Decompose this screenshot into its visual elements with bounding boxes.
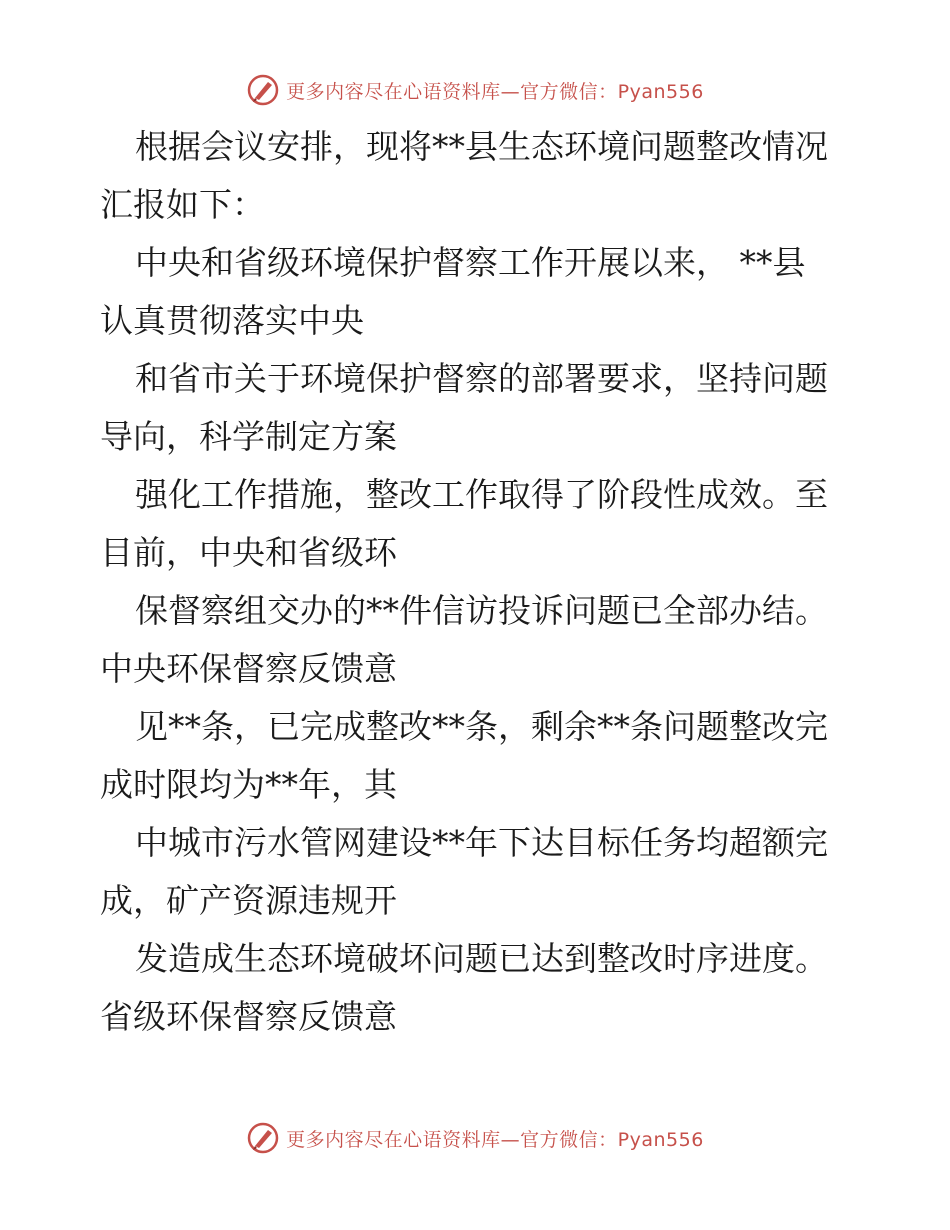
text-line: 发造成生态环境破坏问题已达到整改时序进度。 [135, 939, 828, 978]
quill-pen-logo-icon [246, 1121, 280, 1155]
text-line: 省级环保督察反馈意 [100, 997, 397, 1036]
text-line: 强化工作措施，整改工作取得了阶段性成效。至 [135, 475, 828, 514]
text-line: 根据会议安排，现将**县生态环境问题整改情况 [135, 127, 828, 166]
text-line: 中央环保督察反馈意 [100, 649, 397, 688]
watermark-banner-bottom [0, 1118, 950, 1158]
document-body [100, 118, 860, 1046]
text-line: 目前，中央和省级环 [100, 533, 397, 572]
text-line: 中央和省级环境保护督察工作开展以来， **县 [135, 243, 806, 282]
text-line: 成时限均为**年，其 [100, 765, 397, 804]
text-line: 认真贯彻落实中央 [100, 301, 364, 340]
text-line: 保督察组交办的**件信访投诉问题已全部办结。 [135, 591, 828, 630]
watermark-banner-top [0, 70, 950, 110]
text-line: 导向，科学制定方案 [100, 417, 397, 456]
text-line: 汇报如下： [100, 185, 265, 224]
text-line: 成，矿产资源违规开 [100, 881, 397, 920]
text-line: 见**条，已完成整改**条，剩余**条问题整改完 [135, 707, 828, 746]
quill-pen-logo-icon [246, 73, 280, 107]
watermark-text: 更多内容尽在心语资料库—官方微信：Pyan556 [286, 1128, 704, 1151]
text-line: 和省市关于环境保护督察的部署要求，坚持问题 [135, 359, 828, 398]
text-line: 中城市污水管网建设**年下达目标任务均超额完 [135, 823, 828, 862]
watermark-text: 更多内容尽在心语资料库—官方微信：Pyan556 [286, 80, 704, 103]
